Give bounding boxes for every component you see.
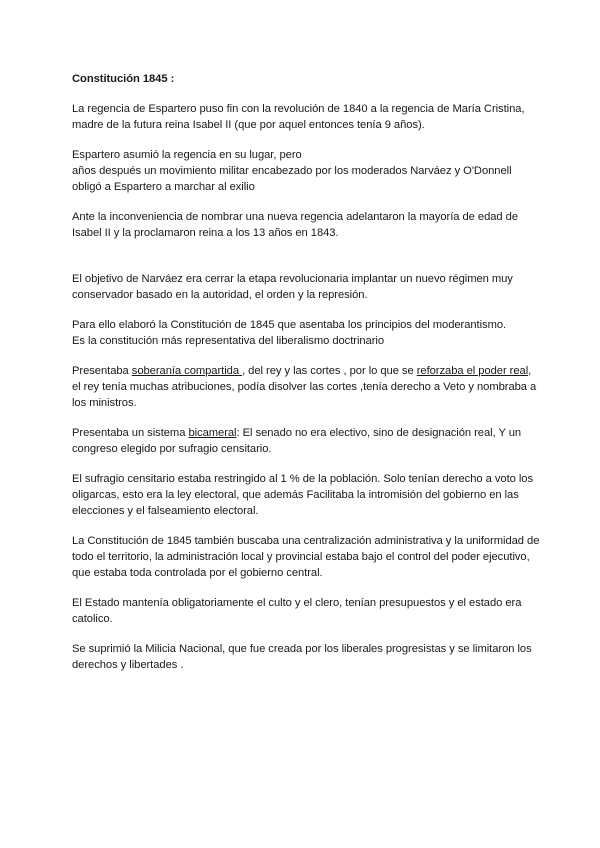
soberania-text-c: , del rey y las cortes , por lo que se: [242, 365, 417, 377]
soberania-compartida-underlined: soberanía compartida: [131, 365, 243, 377]
paragraph-espartero-line-2: años después un movimiento militar encabezado por los moderados Narváez y O'Donnell obligó a Espartero a marchar al exilio: [72, 165, 512, 193]
soberania-text-a: Presentaba: [72, 365, 132, 377]
paragraph-espartero-line-1: Espartero asumió la regencia en su lugar, pero: [72, 149, 302, 161]
paragraph-constitucion-moderantismo: [72, 317, 542, 349]
bicameral-text-c: : El senado no era electivo, sino de designación real, Y un congreso elegido por sufragio censitario.: [72, 427, 522, 455]
document-title: Constitución 1845 :: [72, 73, 175, 85]
poder-real-underlined: reforzaba el poder real: [416, 365, 529, 377]
paragraph-centralizacion: La Constitución de 1845 también buscaba una centralización administrativa y la uniformidad de todo el territorio, la administración local y provincial estaba bajo el control del poder ejecutivo, que estaba toda controlada por el gobierno central.: [72, 535, 540, 579]
paragraph-espartero: [72, 147, 542, 195]
bicameral-text-a: Presentaba un sistema: [72, 427, 189, 439]
paragraph-constitucion-line-2: Es la constitución más representativa del liberalismo doctrinario: [72, 335, 385, 347]
paragraph-bicameral: [72, 425, 542, 457]
paragraph-mayoria-edad: Ante la inconveniencia de nombrar una nueva regencia adelantaron la mayoría de edad de Isabel II y la proclamaron reina a los 13 años en 1843.: [72, 211, 518, 239]
paragraph-constitucion-line-1: Para ello elaboró la Constitución de 1845 que asentaba los principios del moderantismo.: [72, 319, 507, 331]
paragraph-estado-culto: El Estado mantenía obligatoriamente el culto y el clero, tenían presupuestos y el estado era catolico.: [72, 597, 522, 625]
paragraph-sufragio: El sufragio censitario estaba restringido al 1 % de la población. Solo tenían derecho a voto los oligarcas, esto era la ley electoral, que además Facilitaba la intromisión del gobierno en las elecciones y el falseamiento electoral.: [72, 473, 534, 517]
document-body: [72, 71, 542, 687]
paragraph-regencia: La regencia de Espartero puso fin con la revolución de 1840 a la regencia de María Cristina, madre de la futura reina Isabel II (que por aquel entonces tenía 9 años).: [72, 103, 525, 131]
paragraph-soberania: [72, 363, 542, 411]
soberania-text-e: , el rey tenía muchas atribuciones, podía disolver las cortes ,tenía derecho a Veto y nombraba a los ministros.: [72, 365, 537, 409]
bicameral-underlined: bicameral: [188, 427, 237, 439]
paragraph-milicia-nacional: Se suprimió la Milicia Nacional, que fue creada por los liberales progresistas y se limitaron los derechos y libertades .: [72, 643, 532, 671]
paragraph-objetivo-narvaez: El objetivo de Narváez era cerrar la etapa revolucionaria implantar un nuevo régimen muy conservador basado en la autoridad, el orden y la represión.: [72, 273, 513, 301]
